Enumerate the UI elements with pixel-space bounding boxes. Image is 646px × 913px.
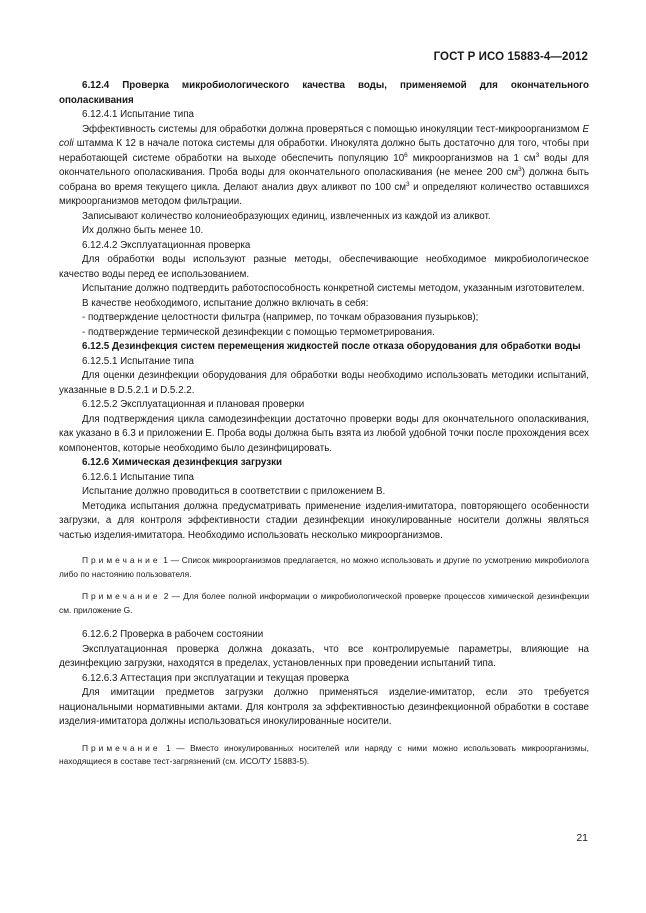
- list-item: - подтверждение термической дезинфекции с помощью термометрирования.: [82, 326, 435, 338]
- note-1: Примечание 1 — Список микроорганизмов предлагается, но можно использовать и другие по усмотрению микробиолога либо по настоянию пользователя.: [59, 555, 589, 579]
- section-heading-6-12-4: 6.12.4 Проверка микробиологического качества воды, применяемой для окончательного ополаскивания: [59, 80, 589, 106]
- organism-name: E coli: [59, 123, 589, 149]
- paragraph-inoculation: Эффективность системы для обработки должна проверяться с помощью инокуляции тест-микроорганизмом E coli штамма К 12 в начале потока системы для обработки. Инокулята должно быть достаточно для того, чтобы при неработающей системе обработки на выходе обеспечить популяцию $10^6$ микроорганизмов на 1 $см^3$ воды для окончательного ополаскивания. Проба воды для окончательного ополаскивания (не менее 200 $см^3$) должна быть собрана во время текущего цикла. Делают анализ двух аликвот по 100 $см^3$ и определяют количество оставшихся микроорганизмов методом фильтрации.: [59, 123, 590, 207]
- subsection-heading-6-12-4-1: 6.12.4.1 Испытание типа: [82, 109, 195, 120]
- page-number: 21: [576, 832, 588, 844]
- paragraph-limit: Их должно быть менее 10.: [82, 225, 204, 236]
- paragraph-operational-check: Эксплуатационная проверка должна доказать, что все контролируемые параметры, влияющие на дезинфекцию загрузки, находятся в пределах, установленных при проведении испытаний типа.: [59, 643, 589, 669]
- paragraph-water-methods: Для обработки воды используют разные методы, обеспечивающие необходимое микробиологическое качество воды перед ее использованием.: [59, 254, 589, 280]
- section-heading-6-12-6: 6.12.6 Химическая дезинфекция загрузки: [82, 457, 283, 468]
- subsection-heading-6-12-5-1: 6.12.5.1 Испытание типа: [82, 355, 195, 367]
- paragraph-self-disinfection: Для подтверждения цикла самодезинфекции достаточно проверки воды для окончательного ополаскивания, как указано в 6.3 и приложении Е. Проба воды должна быть взята из любой удобной точки после прохождения всех компонентов, которые необходимо было дезинфицировать.: [59, 413, 589, 454]
- list-item: - подтверждение целостности фильтра (например, по точкам образования пузырьков);: [82, 312, 479, 323]
- subsection-heading-6-12-6-2: 6.12.6.2 Проверка в рабочем состоянии: [82, 629, 264, 640]
- paragraph-disinfection-methods: Для оценки дезинфекции оборудования для обработки воды необходимо использовать методики испытаний, указанные в D.5.2.1 и D.5.2.2.: [59, 370, 589, 396]
- paragraph-simulator-method: Методика испытания должна предусматривать применение изделия-имитатора, повторяющего особенности загрузки, а для контроля эффективности стадии дезинфекции инокулированные носители должны являться частью изделия-имитатора. Необходимо использовать несколько микроорганизмов.: [59, 500, 589, 541]
- subsection-heading-6-12-6-3: 6.12.6.3 Аттестация при эксплуатации и текущая проверка: [82, 672, 349, 684]
- subsection-heading-6-12-5-2: 6.12.5.2 Эксплуатационная и плановая проверки: [82, 399, 305, 410]
- subsection-heading-6-12-6-1: 6.12.6.1 Испытание типа: [82, 471, 195, 483]
- note-label: Примечание: [82, 591, 161, 601]
- section-heading-6-12-5: 6.12.5 Дезинфекция систем перемещения жидкостей после отказа оборудования для обработки воды: [82, 341, 581, 352]
- subsection-heading-6-12-4-2: 6.12.4.2 Эксплуатационная проверка: [82, 239, 251, 251]
- paragraph-simulator-requirement: Для имитации предметов загрузки должно применяться изделие-имитатор, если это требуется национальными нормативными актами. Для контроля за эффективностью дезинфекционной обработки в составе изделия-имитатора должны использоваться инокулированные носители.: [59, 687, 589, 727]
- note-3: Примечание 1 — Вместо инокулированных носителей или наряду с ними можно использовать микроорганизмы, находящиеся в составе тест-загрязнений (см. ИСО/ТУ 15883-5).: [59, 742, 589, 766]
- paragraph-manufacturer-method: Испытание должно подтвердить работоспособность конкретной системы методом, указанным изготовителем.: [82, 283, 585, 294]
- note-label: Примечание: [82, 555, 161, 565]
- paragraph-test-includes: В качестве необходимого, испытание должно включать в себя:: [82, 297, 369, 309]
- note-label: Примечание: [82, 742, 161, 753]
- paragraph-colony-count: Записывают количество колониеобразующих единиц, извлеченных из каждой из аликвот.: [82, 210, 491, 222]
- page-content: [59, 79, 589, 769]
- paragraph-annex-b: Испытание должно проводиться в соответствии с приложением В.: [82, 486, 386, 497]
- note-2: Примечание 2 — Для более полной информации о микробиологической проверке процессов химической дезинфекции см. приложение G.: [59, 591, 589, 615]
- document-header: ГОСТ Р ИСО 15883-4—2012: [433, 51, 588, 63]
